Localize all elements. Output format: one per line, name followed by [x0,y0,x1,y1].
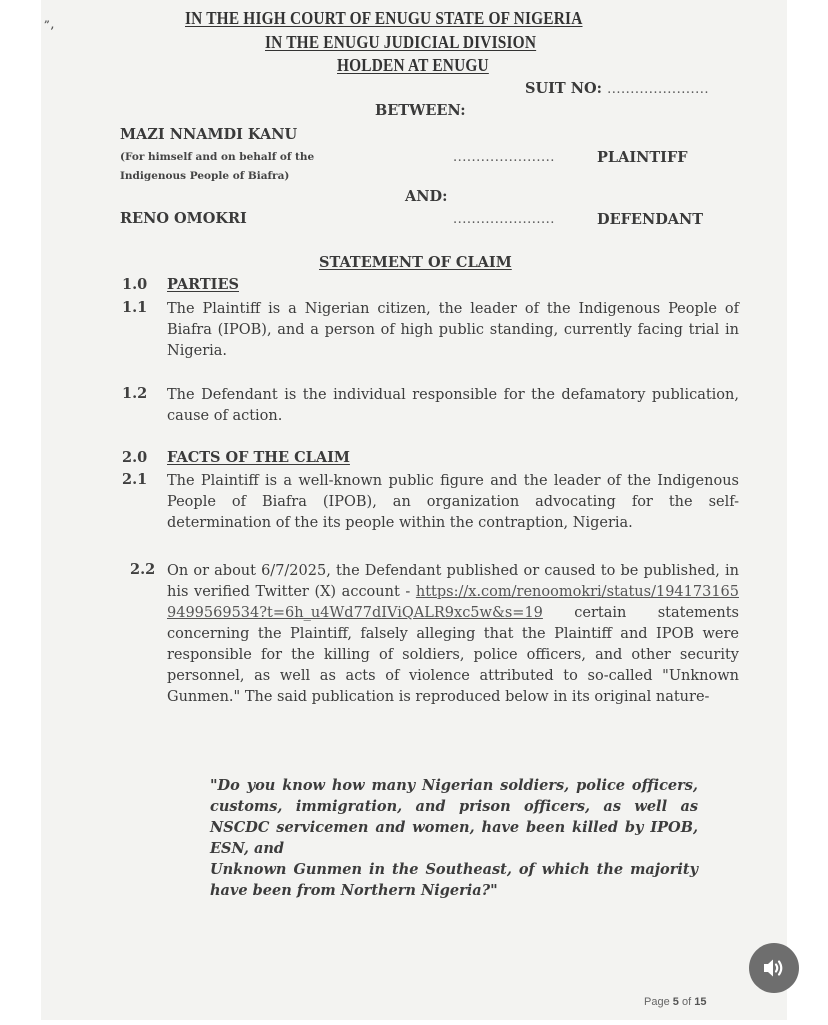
and-label: AND: [405,188,448,205]
page-total: 15 [694,996,707,1008]
plaintiff-note-line-2: Indigenous People of Biafra) [120,170,290,182]
paragraph-number: 2.2 [130,561,156,578]
paragraph-text: The Defendant is the individual responsible for the defamatory publication, cause of action. [167,387,739,424]
defendant-name: RENO OMOKRI [120,210,247,227]
suit-no-label: SUIT NO: [525,80,602,97]
quoted-publication [210,775,698,901]
paragraph-text-before-link: On or about 6/7/2025, the Defendant published or caused to be published, in his verified Twitter (X) account - [167,563,739,600]
quote-text-1: "Do you know how many Nigerian soldiers, police officers, customs, immigration, and prison officers, as well as NSCDC servicemen and women, have been killed by IPOB, ESN, and [210,777,698,857]
paragraph-number: 2.1 [122,471,148,488]
holden-at: HOLDEN AT ENUGU [337,55,489,75]
plaintiff-role: PLAINTIFF [597,149,688,166]
suit-no-value: ...................... [607,82,709,97]
margin-mark: ”, [44,20,56,31]
judicial-division: IN THE ENUGU JUDICIAL DIVISION [265,32,537,52]
section-number: 2.0 [122,449,148,466]
page-number [644,996,706,1008]
paragraph-text [167,561,739,708]
section-heading: PARTIES [167,276,239,293]
section-number: 1.0 [122,276,148,293]
tweet-link[interactable]: https://x.com/renoomokri/status/1941731659499569534?t=6h_u4Wd77dIViQALR9xc5w&s=19 [167,584,739,621]
statement-of-claim-title: STATEMENT OF CLAIM [319,254,512,271]
section-heading: FACTS OF THE CLAIM [167,449,350,466]
paragraph-number: 1.1 [122,299,148,316]
court-name: IN THE HIGH COURT OF ENUGU STATE OF NIGERIA [185,8,583,28]
audio-toggle-button[interactable] [749,943,799,993]
page-current: 5 [672,996,679,1008]
plaintiff-note [120,148,314,186]
paragraph-text-after-link: certain statements concerning the Plaintiff, falsely alleging that the Plaintiff and IPOB were responsible for the killing of soldiers, police officers, and other security personnel, as well as acts of violence attributed to so-called "Unknown Gunmen." The said publication is reproduced below in its original nature- [167,605,739,705]
plaintiff-name: MAZI NNAMDI KANU [120,126,298,143]
defendant-role: DEFENDANT [597,211,704,228]
of-label: of [681,996,692,1008]
between-label: BETWEEN: [375,102,466,119]
plaintiff-note-line-1: (For himself and on behalf of the [120,151,315,163]
paragraph-text: The Plaintiff is a Nigerian citizen, the leader of the Indigenous People of Biafra (IPOB), and a person of high public standing, currently facing trial in Nigeria. [167,301,739,359]
paragraph-number: 1.2 [122,385,148,402]
plaintiff-dots: ...................... [453,150,555,165]
defendant-dots: ...................... [453,212,555,227]
speaker-icon [762,957,786,979]
paragraph-text: The Plaintiff is a well-known public figure and the leader of the Indigenous People of Biafra (IPOB), an organization advocating for the self-determination of the its people within the contraption, Nigeria. [167,473,739,531]
suit-no [525,78,709,97]
page-label: Page [644,996,670,1008]
quote-text-2: Unknown Gunmen in the Southeast, of which the majority have been from Northern Nigeria?" [210,861,698,899]
